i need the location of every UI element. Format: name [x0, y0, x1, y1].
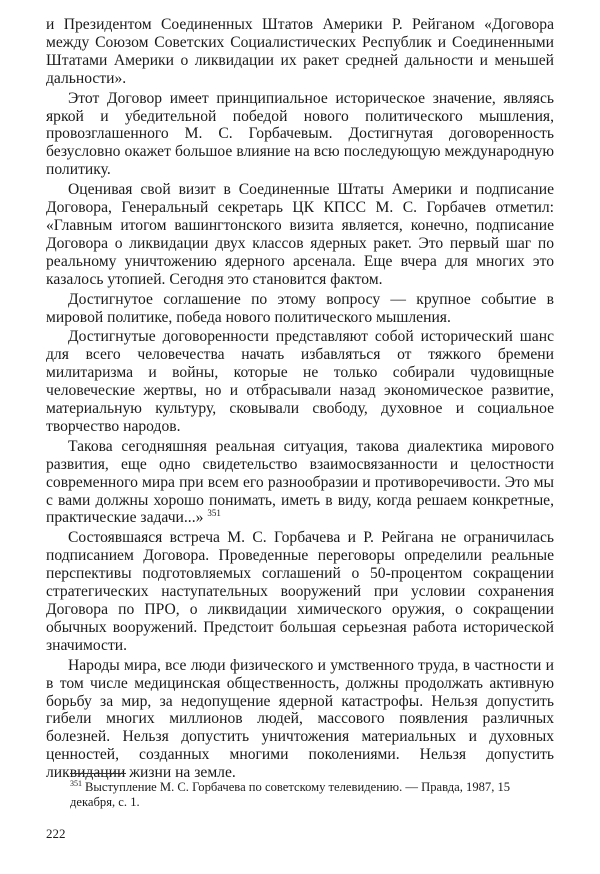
footnote	[70, 780, 550, 810]
paragraph-5: Достигнутые договоренности представляют собой исторический шанс для всего человечества начать избавляться от тяжкого бремени милитаризма и войны, которые не только собирали чудовищные человеческие жертвы, но и отбрасывали назад экономическое развитие, материальную культуру, сковывали свободу, духовное и социальное творчество народов.	[46, 328, 554, 435]
paragraph-7: Состоявшаяся встреча М. С. Горбачева и Р. Рейгана не ограничилась подписанием Договора. Проведенные переговоры определили реальные перспективы подготовляемых соглашений о 50-процентом сокращении стратегических наступательных вооружений при условии сохранения Договора по ПРО, о ликвидации химического оружия, о сокращении обычных вооружений. Предстоит большая серьезная работа исторической значимости.	[46, 529, 554, 654]
footnote-number: 351	[70, 778, 82, 788]
paragraph-4: Достигнутое соглашение по этому вопросу — крупное событие в мировой политике, победа нового политического мышления.	[46, 290, 554, 326]
page-number: 222	[46, 826, 66, 841]
page-body	[46, 16, 554, 782]
paragraph-1: и Президентом Соединенных Штатов Америки Р. Рейганом «Договора между Союзом Советских Социалистических Республик и Соединенными Штатами Америки о ликвидации их ракет средней дальности и меньшей дальности».	[46, 16, 554, 87]
paragraph-6-text: Такова сегодняшняя реальная ситуация, такова диалектика мирового развития, еще одно свидетельство взаимосвязанности и целостности современного мира при всем его разнообразии и противоречивости. Это мы с вами должны хорошо понимать, иметь в виду, когда решаем конкретные, практические задачи...»	[46, 437, 554, 527]
paragraph-6	[46, 438, 554, 528]
footnote-reference: 351	[207, 508, 221, 519]
footnote-text: Выступление М. С. Горбачева по советскому телевидению. — Правда, 1987, 15 декабря, с. 1.	[70, 780, 511, 809]
footnote-divider	[70, 773, 126, 774]
paragraph-8: Народы мира, все люди физического и умственного труда, в частности и в том числе медицинская общественность, должны продолжать активную борьбу за мир, за недопущение ядерной катастрофы. Нельзя допустить гибели многих миллионов людей, массового появления различных болезней. Нельзя допустить уничтожения материальных и духовных ценностей, созданных многими поколениями. Нельзя допустить ликвидации жизни на земле.	[46, 656, 554, 782]
paragraph-3: Оценивая свой визит в Соединенные Штаты Америки и подписание Договора, Генеральный секретарь ЦК КПСС М. С. Горбачев отметил: «Главным итогом вашингтонского визита является, конечно, подписание Договора о ликвидации двух классов ядерных ракет. Это первый шаг по реальному уничтожению ядерного арсенала. Еще вчера для многих это казалось утопией. Сегодня это становится фактом.	[46, 181, 554, 288]
paragraph-2: Этот Договор имеет принципиальное историческое значение, являясь яркой и убедительной победой нового политического мышления, провозглашенного М. С. Горбачевым. Достигнутая договоренность безусловно окажет большое влияние на всю последующую международную политику.	[46, 89, 554, 179]
